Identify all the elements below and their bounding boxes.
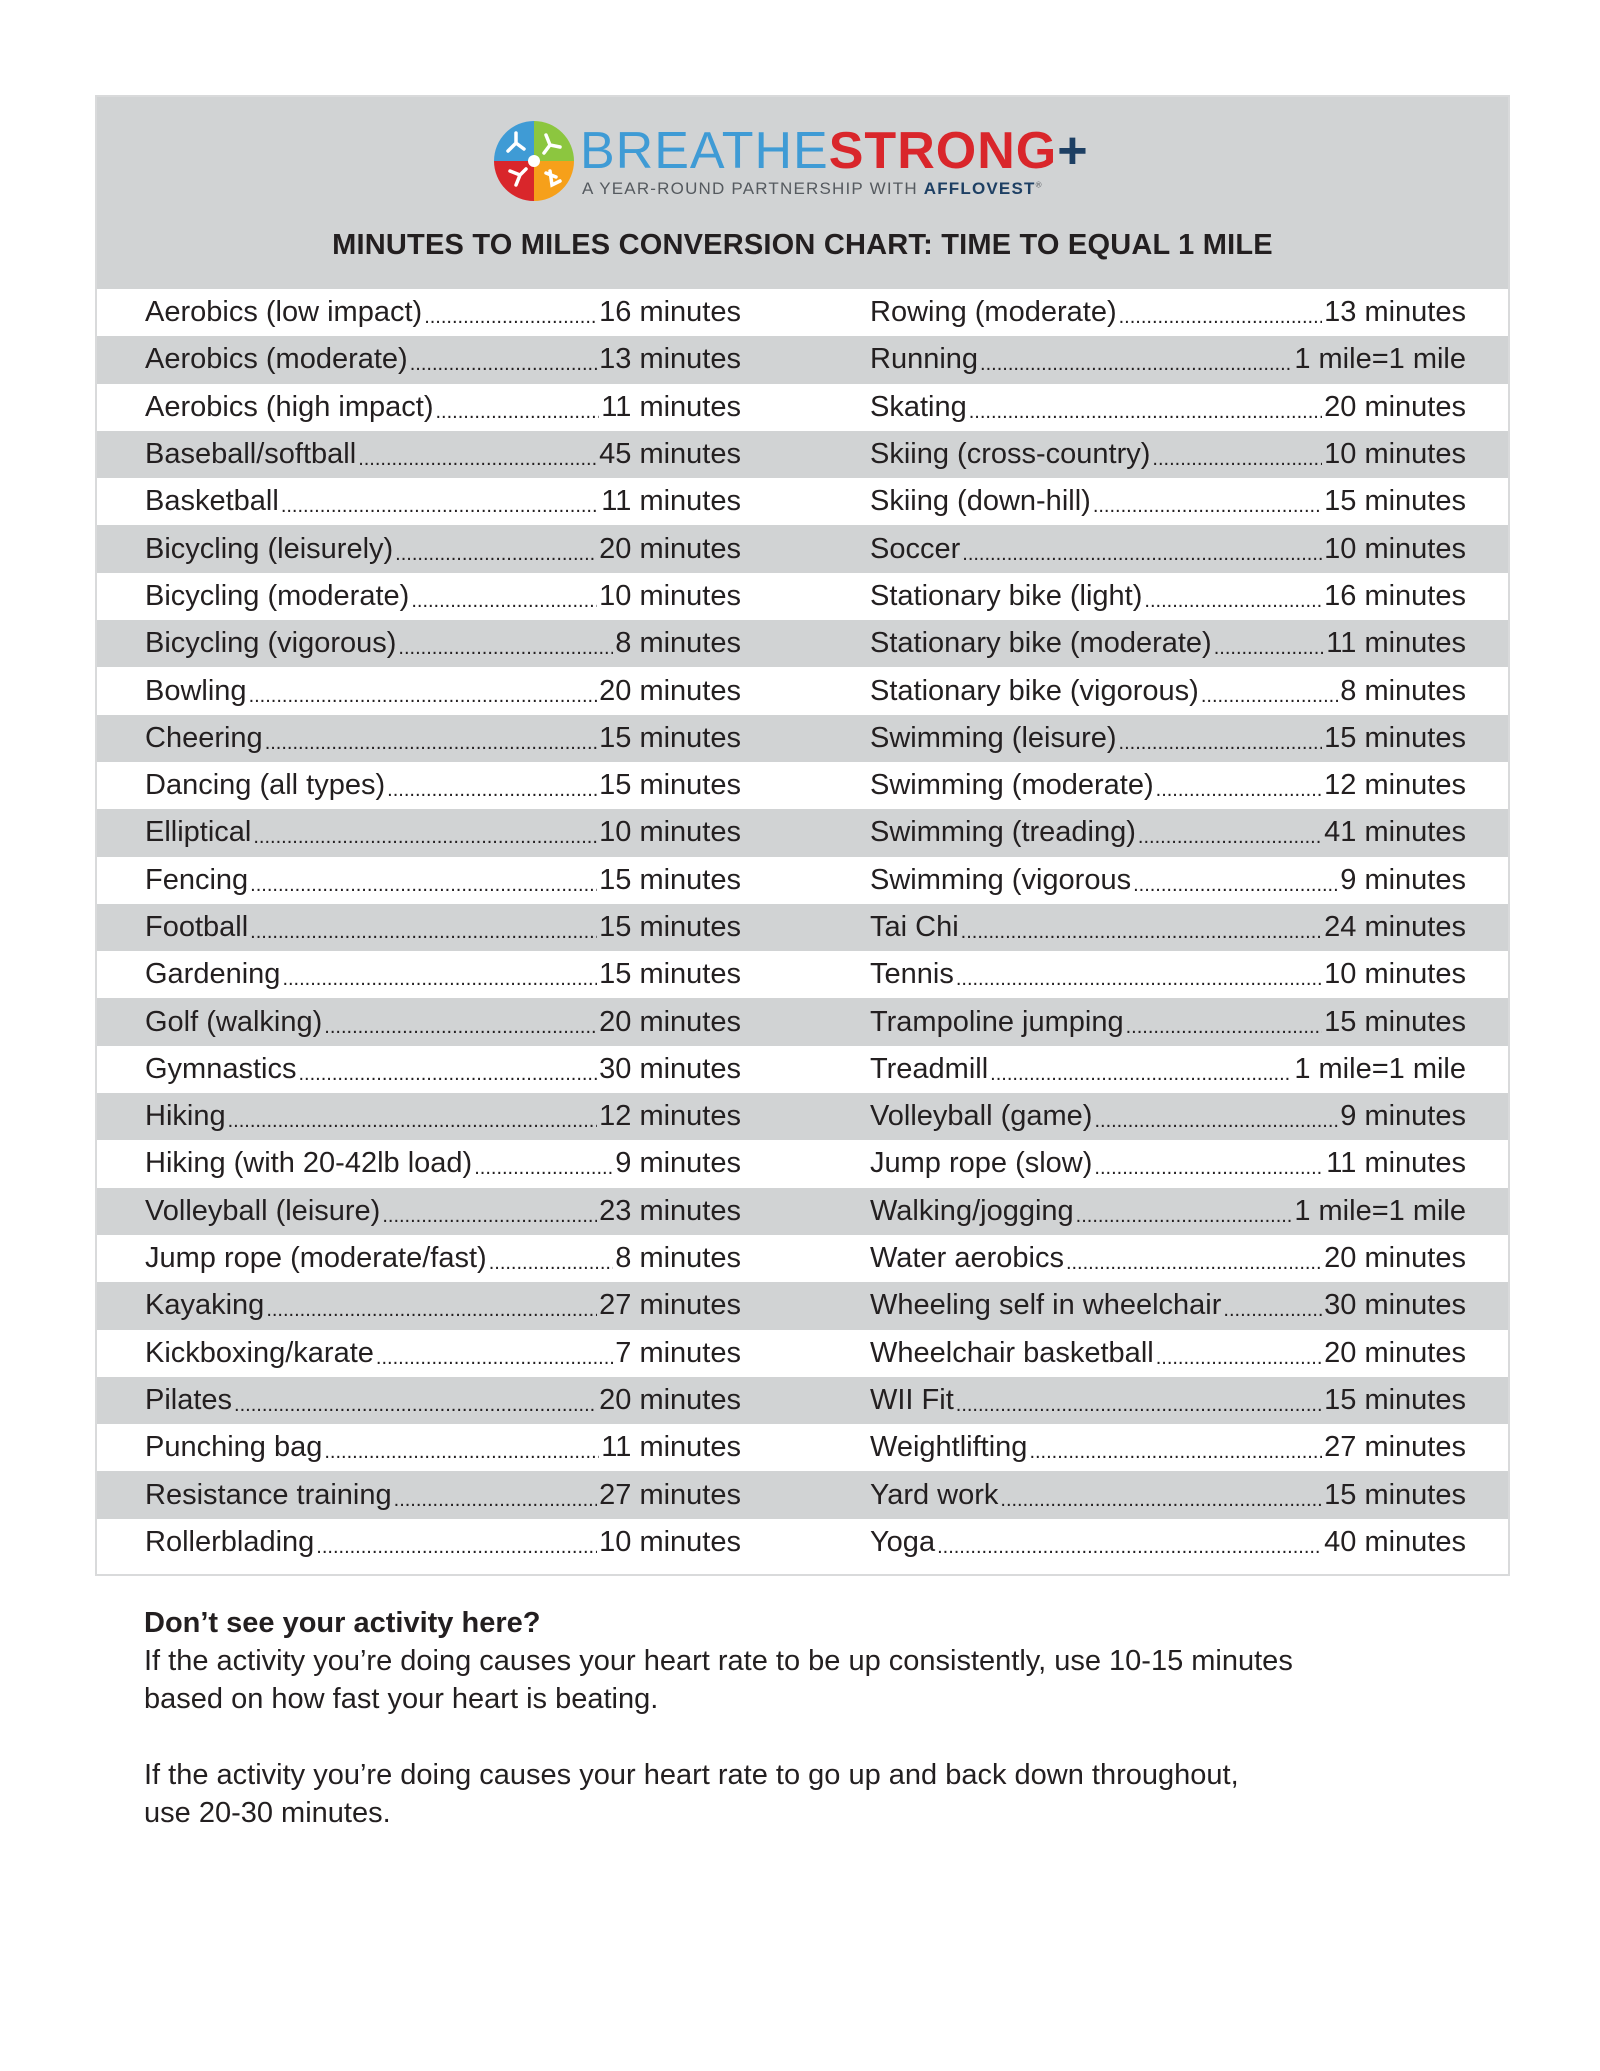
activity-time: 16 minutes	[599, 296, 741, 329]
activity-name: Weightlifting	[870, 1431, 1028, 1464]
logo-wordmark: BREATHESTRONG+	[580, 122, 1089, 180]
dot-leader	[266, 1282, 597, 1329]
table-entry	[870, 384, 1466, 431]
activity-time: 11 minutes	[1326, 1147, 1466, 1180]
dot-leader	[1094, 1093, 1338, 1140]
table-entry	[145, 667, 741, 714]
activity-name: Running	[870, 343, 979, 376]
activity-name: Football	[145, 911, 249, 943]
dot-leader	[250, 904, 597, 951]
table-entry	[870, 1046, 1466, 1093]
dot-leader	[398, 620, 613, 667]
dot-leader	[1152, 431, 1322, 478]
activity-name: Stationary bike (light)	[870, 579, 1143, 612]
dot-leader	[1156, 1330, 1322, 1377]
table-entry	[870, 336, 1466, 383]
activity-name: Bowling	[145, 674, 247, 707]
activity-time: 15 minutes	[1324, 485, 1466, 518]
activity-name: Swimming (leisure)	[870, 721, 1117, 754]
activity-name: Basketball	[145, 485, 279, 518]
table-entry	[145, 1424, 741, 1471]
chart-title: MINUTES TO MILES CONVERSION CHART: TIME TO EQUAL 1 MILE	[332, 229, 1273, 261]
table-entry	[870, 667, 1466, 714]
table-entry	[870, 809, 1466, 856]
activity-time: 23 minutes	[599, 1194, 741, 1227]
dot-leader	[250, 857, 597, 904]
breathestrong-logo	[494, 121, 1094, 207]
dot-leader	[1126, 998, 1323, 1045]
table-entry	[145, 762, 741, 809]
dot-leader	[249, 667, 598, 714]
activity-time: 10 minutes	[599, 579, 741, 612]
activity-time: 41 minutes	[1324, 816, 1466, 849]
table-row	[97, 904, 1508, 951]
activity-name: Cheering	[145, 721, 263, 754]
table-entry	[145, 620, 741, 667]
activity-name: Treadmill	[870, 1052, 989, 1085]
table-entry	[870, 525, 1466, 572]
activity-name: Rowing (moderate)	[870, 296, 1117, 329]
activity-time: 15 minutes	[1324, 721, 1466, 754]
activity-name: Wheeling self in wheelchair	[870, 1289, 1222, 1322]
dot-leader	[1093, 478, 1322, 525]
activity-time: 1 mile=1 mile	[1294, 1052, 1466, 1085]
table-entry	[145, 1330, 741, 1377]
table-entry	[145, 478, 741, 525]
table-entry	[870, 998, 1466, 1045]
activity-name: Skating	[870, 390, 967, 423]
activity-time: 27 minutes	[599, 1289, 741, 1322]
dot-leader	[324, 998, 597, 1045]
activity-name: Pilates	[145, 1383, 233, 1416]
activity-time: 12 minutes	[1324, 769, 1466, 802]
activity-name: Soccer	[870, 532, 961, 565]
dot-leader	[1201, 667, 1338, 714]
table-entry	[145, 1471, 741, 1518]
dot-leader	[1066, 1235, 1322, 1282]
notes-question: Don’t see your activity here?	[144, 1607, 541, 1639]
table-row	[97, 289, 1508, 336]
table-row	[97, 667, 1508, 714]
activity-time: 20 minutes	[599, 532, 741, 565]
table-row	[97, 620, 1508, 667]
dot-leader	[387, 762, 597, 809]
activity-time: 20 minutes	[599, 1383, 741, 1416]
activity-name: Aerobics (high impact)	[145, 390, 434, 423]
activity-time: 45 minutes	[599, 438, 741, 471]
activity-name: Swimming (vigorous	[870, 863, 1132, 896]
dot-leader	[298, 1046, 597, 1093]
activity-time: 11 minutes	[1326, 627, 1466, 660]
table-row	[97, 1330, 1508, 1377]
table-entry	[145, 1519, 741, 1566]
dot-leader	[424, 289, 597, 336]
table-entry	[145, 1377, 741, 1424]
dot-leader	[410, 336, 597, 383]
table-row	[97, 573, 1508, 620]
activity-time: 8 minutes	[1340, 674, 1466, 707]
activity-time: 30 minutes	[599, 1052, 741, 1085]
table-row	[97, 478, 1508, 525]
activity-time: 1 mile=1 mile	[1294, 343, 1466, 376]
table-entry	[870, 1471, 1466, 1518]
table-row	[97, 384, 1508, 431]
dot-leader	[961, 904, 1322, 951]
activity-time: 15 minutes	[599, 911, 741, 943]
activity-name: Bicycling (leisurely)	[145, 532, 394, 565]
activity-name: Kickboxing/karate	[145, 1336, 374, 1369]
dot-leader	[956, 951, 1322, 998]
activity-time: 27 minutes	[1324, 1431, 1466, 1464]
dot-leader	[489, 1235, 614, 1282]
table-entry	[145, 904, 741, 951]
table-entry	[870, 289, 1466, 336]
dot-leader	[1133, 857, 1338, 904]
dot-leader	[1138, 809, 1322, 856]
table-row	[97, 525, 1508, 572]
activity-name: Stationary bike (vigorous)	[870, 674, 1199, 707]
dot-leader	[436, 384, 600, 431]
table-entry	[145, 809, 741, 856]
chart-header	[97, 97, 1508, 289]
activity-name: Skiing (down-hill)	[870, 485, 1091, 518]
activity-name: Jump rope (slow)	[870, 1147, 1093, 1180]
activity-name: Volleyball (leisure)	[145, 1194, 381, 1227]
table-entry	[870, 1235, 1466, 1282]
table-row	[97, 1424, 1508, 1471]
activity-name: Resistance training	[145, 1478, 392, 1511]
activity-time: 11 minutes	[601, 390, 741, 423]
activity-name: Rollerblading	[145, 1525, 315, 1558]
dot-leader	[980, 336, 1292, 383]
table-entry	[145, 1140, 741, 1187]
table-entry	[145, 1235, 741, 1282]
activity-name: Hiking (with 20-42lb load)	[145, 1147, 473, 1180]
table-entry	[870, 1140, 1466, 1187]
activity-name: Hiking	[145, 1100, 226, 1133]
table-entry	[870, 1282, 1466, 1329]
notes-paragraph-1-line-1: If the activity you’re doing causes your heart rate to be up consistently, use 10-15 minutes	[144, 1645, 1293, 1677]
dot-leader	[282, 951, 597, 998]
activity-name: Volleyball (game)	[870, 1100, 1093, 1133]
activity-name: Aerobics (low impact)	[145, 296, 423, 329]
table-entry	[145, 384, 741, 431]
activity-name: Walking/jogging	[870, 1194, 1074, 1227]
dot-leader	[324, 1424, 599, 1471]
activity-time: 10 minutes	[1324, 532, 1466, 565]
activity-time: 20 minutes	[1324, 1336, 1466, 1369]
activity-name: Aerobics (moderate)	[145, 343, 408, 376]
dot-leader	[234, 1377, 597, 1424]
activity-name: WII Fit	[870, 1383, 954, 1416]
dot-leader	[1214, 620, 1325, 667]
dot-leader	[228, 1093, 598, 1140]
logo-tagline: A YEAR-ROUND PARTNERSHIP WITH AFFLOVEST®	[582, 179, 1043, 198]
activity-table	[97, 289, 1508, 1566]
table-entry	[145, 1188, 741, 1235]
table-row	[97, 1471, 1508, 1518]
dot-leader	[253, 809, 597, 856]
conversion-chart-card	[95, 95, 1510, 1576]
dot-leader	[1029, 1424, 1322, 1471]
dot-leader	[1223, 1282, 1322, 1329]
activity-name: Gymnastics	[145, 1052, 297, 1085]
table-entry	[145, 715, 741, 762]
dot-leader	[474, 1140, 613, 1187]
activity-name: Trampoline jumping	[870, 1005, 1124, 1038]
activity-name: Wheelchair basketball	[870, 1336, 1154, 1369]
activity-time: 10 minutes	[1324, 958, 1466, 991]
table-entry	[870, 1330, 1466, 1377]
dot-leader	[1119, 289, 1323, 336]
dot-leader	[394, 1471, 598, 1518]
dot-leader	[962, 525, 1322, 572]
table-row	[97, 715, 1508, 762]
table-row	[97, 951, 1508, 998]
activity-name: Kayaking	[145, 1289, 265, 1322]
table-row	[97, 1235, 1508, 1282]
activity-time: 8 minutes	[615, 627, 741, 660]
table-entry	[145, 431, 741, 478]
activity-time: 20 minutes	[599, 1005, 741, 1038]
table-entry	[145, 289, 741, 336]
activity-name: Gardening	[145, 958, 281, 991]
dot-leader	[395, 525, 597, 572]
table-row	[97, 336, 1508, 383]
activity-time: 9 minutes	[615, 1147, 741, 1180]
activity-time: 20 minutes	[1324, 1242, 1466, 1275]
table-entry	[870, 951, 1466, 998]
notes-paragraph-2-line-1: If the activity you’re doing causes your heart rate to go up and back down throughout,	[144, 1759, 1239, 1791]
dot-leader	[1000, 1471, 1322, 1518]
dot-leader	[382, 1188, 597, 1235]
table-row	[97, 998, 1508, 1045]
table-entry	[145, 336, 741, 383]
table-entry	[145, 1046, 741, 1093]
activity-time: 10 minutes	[1324, 438, 1466, 471]
activity-name: Golf (walking)	[145, 1005, 323, 1038]
dot-leader	[1156, 762, 1323, 809]
table-entry	[870, 1377, 1466, 1424]
dot-leader	[1119, 715, 1323, 762]
activity-name: Water aerobics	[870, 1242, 1064, 1275]
table-row	[97, 1282, 1508, 1329]
activity-time: 15 minutes	[1324, 1383, 1466, 1416]
activity-time: 11 minutes	[601, 485, 741, 518]
activity-time: 15 minutes	[599, 769, 741, 802]
table-entry	[145, 1282, 741, 1329]
activity-time: 15 minutes	[1324, 1478, 1466, 1511]
activity-name: Elliptical	[145, 816, 252, 849]
activity-time: 9 minutes	[1340, 1100, 1466, 1133]
table-entry	[145, 573, 741, 620]
notes-section	[144, 1604, 1444, 1832]
activity-name: Swimming (treading)	[870, 816, 1136, 849]
activity-time: 40 minutes	[1324, 1525, 1466, 1558]
activity-name: Skiing (cross-country)	[870, 438, 1151, 471]
table-entry	[145, 998, 741, 1045]
activity-time: 9 minutes	[1340, 863, 1466, 896]
dot-leader	[1144, 573, 1322, 620]
table-row	[97, 857, 1508, 904]
table-entry	[870, 1188, 1466, 1235]
dot-leader	[990, 1046, 1292, 1093]
dot-leader	[265, 715, 597, 762]
table-row	[97, 809, 1508, 856]
activity-name: Tennis	[870, 958, 954, 991]
logo-emblem-icon	[494, 121, 574, 201]
table-entry	[145, 1093, 741, 1140]
table-entry	[870, 904, 1466, 951]
table-row	[97, 762, 1508, 809]
table-row	[97, 1188, 1508, 1235]
activity-time: 11 minutes	[601, 1431, 741, 1464]
notes-paragraph-1-line-2: based on how fast your heart is beating.	[144, 1683, 659, 1715]
dot-leader	[376, 1330, 613, 1377]
dot-leader	[1094, 1140, 1324, 1187]
table-row	[97, 1046, 1508, 1093]
table-row	[97, 431, 1508, 478]
activity-time: 8 minutes	[615, 1242, 741, 1275]
notes-paragraph-2-line-2: use 20-30 minutes.	[144, 1797, 391, 1829]
table-row	[97, 1377, 1508, 1424]
dot-leader	[411, 573, 597, 620]
activity-time: 20 minutes	[1324, 390, 1466, 423]
activity-name: Bicycling (vigorous)	[145, 627, 397, 660]
activity-time: 24 minutes	[1324, 911, 1466, 943]
dot-leader	[1076, 1188, 1293, 1235]
activity-time: 13 minutes	[1324, 296, 1466, 329]
activity-name: Bicycling (moderate)	[145, 579, 410, 612]
table-entry	[870, 478, 1466, 525]
activity-name: Punching bag	[145, 1431, 323, 1464]
activity-time: 27 minutes	[599, 1478, 741, 1511]
table-entry	[145, 525, 741, 572]
activity-name: Yoga	[870, 1525, 936, 1558]
table-entry	[870, 573, 1466, 620]
activity-time: 20 minutes	[599, 674, 741, 707]
table-entry	[870, 620, 1466, 667]
activity-time: 10 minutes	[599, 1525, 741, 1558]
table-row	[97, 1519, 1508, 1566]
activity-time: 10 minutes	[599, 816, 741, 849]
activity-time: 15 minutes	[599, 958, 741, 991]
activity-time: 13 minutes	[599, 343, 741, 376]
table-entry	[870, 762, 1466, 809]
activity-time: 16 minutes	[1324, 579, 1466, 612]
activity-name: Jump rope (moderate/fast)	[145, 1242, 487, 1275]
activity-name: Dancing (all types)	[145, 769, 386, 802]
activity-name: Fencing	[145, 863, 249, 896]
table-entry	[870, 715, 1466, 762]
activity-name: Swimming (moderate)	[870, 769, 1154, 802]
dot-leader	[281, 478, 599, 525]
activity-time: 30 minutes	[1324, 1289, 1466, 1322]
table-entry	[870, 1519, 1466, 1566]
table-entry	[870, 1424, 1466, 1471]
dot-leader	[316, 1519, 597, 1566]
table-entry	[145, 857, 741, 904]
table-row	[97, 1140, 1508, 1187]
activity-name: Stationary bike (moderate)	[870, 627, 1212, 660]
dot-leader	[956, 1377, 1322, 1424]
dot-leader	[969, 384, 1322, 431]
activity-time: 7 minutes	[615, 1336, 741, 1369]
activity-name: Yard work	[870, 1478, 999, 1511]
activity-name: Baseball/softball	[145, 438, 357, 471]
activity-time: 12 minutes	[599, 1100, 741, 1133]
table-entry	[870, 857, 1466, 904]
table-row	[97, 1093, 1508, 1140]
dot-leader	[937, 1519, 1322, 1566]
table-entry	[145, 951, 741, 998]
dot-leader	[358, 431, 597, 478]
activity-time: 1 mile=1 mile	[1294, 1194, 1466, 1227]
activity-time: 15 minutes	[599, 721, 741, 754]
table-entry	[870, 431, 1466, 478]
activity-name: Tai Chi	[870, 911, 959, 943]
table-entry	[870, 1093, 1466, 1140]
activity-time: 15 minutes	[599, 863, 741, 896]
activity-time: 15 minutes	[1324, 1005, 1466, 1038]
